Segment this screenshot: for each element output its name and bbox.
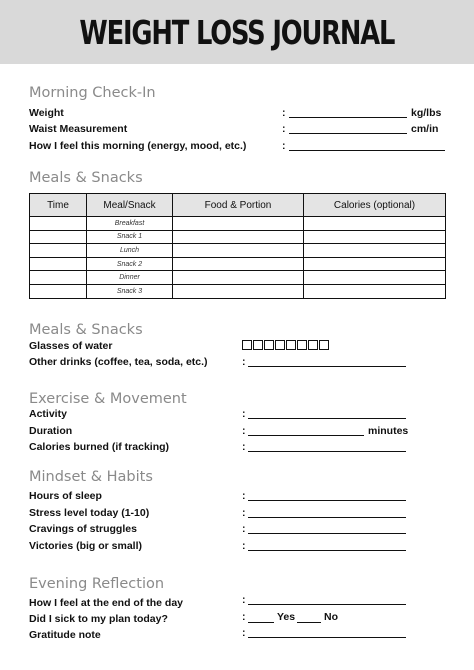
time-cell[interactable] [30, 271, 87, 285]
water-glass-checkbox[interactable] [275, 340, 285, 350]
header-time: Time [30, 194, 87, 217]
header-calories: Calories (optional) [304, 194, 446, 217]
feel-evening-field[interactable] [248, 604, 406, 605]
meal-cell: Breakfast [87, 217, 173, 231]
calories-cell[interactable] [304, 257, 446, 271]
calories-cell[interactable] [304, 271, 446, 285]
table-row [30, 217, 446, 231]
waist-label: Waist Measurement [29, 123, 128, 135]
waist-field[interactable] [289, 133, 407, 134]
weight-unit: kg/lbs [411, 107, 442, 119]
table-row [30, 230, 446, 244]
duration-label: Duration [29, 425, 73, 437]
meals-table [29, 193, 446, 299]
sleep-label: Hours of sleep [29, 490, 102, 502]
meal-cell: Snack 1 [87, 230, 173, 244]
food-cell[interactable] [173, 244, 304, 258]
feel-morning-label: How I feel this morning (energy, mood, etc.) [29, 140, 247, 152]
colon: : [242, 523, 246, 535]
colon: : [282, 123, 286, 135]
food-cell[interactable] [173, 257, 304, 271]
waist-unit: cm/in [411, 123, 439, 135]
colon: : [282, 140, 286, 152]
food-cell[interactable] [173, 230, 304, 244]
calories-burned-label: Calories burned (if tracking) [29, 441, 170, 453]
table-row [30, 271, 446, 285]
weight-label: Weight [29, 107, 64, 119]
colon: : [242, 594, 246, 606]
cravings-label: Cravings of struggles [29, 523, 137, 535]
colon: : [242, 507, 246, 519]
colon: : [242, 441, 246, 453]
calories-cell[interactable] [304, 230, 446, 244]
calories-cell[interactable] [304, 284, 446, 298]
water-glass-checkbox[interactable] [264, 340, 274, 350]
header-meal: Meal/Snack [87, 194, 173, 217]
section-title-evening: Evening Reflection [29, 576, 165, 592]
section-title-mindset: Mindset & Habits [29, 469, 153, 485]
time-cell[interactable] [30, 244, 87, 258]
page-title: WEIGHT LOSS JOURNAL [79, 12, 395, 52]
stress-label: Stress level today (1-10) [29, 507, 150, 519]
weight-field[interactable] [289, 117, 407, 118]
section-title-morning: Morning Check-In [29, 85, 156, 101]
meal-cell: Lunch [87, 244, 173, 258]
section-title-drinks: Meals & Snacks [29, 322, 143, 338]
header-food: Food & Portion [173, 194, 304, 217]
section-title-exercise: Exercise & Movement [29, 391, 187, 407]
water-glass-checkbox[interactable] [253, 340, 263, 350]
victories-label: Victories (big or small) [29, 540, 143, 552]
table-row [30, 284, 446, 298]
meal-cell: Snack 3 [87, 284, 173, 298]
time-cell[interactable] [30, 217, 87, 231]
colon: : [242, 611, 246, 623]
food-cell[interactable] [173, 284, 304, 298]
victories-field[interactable] [248, 550, 406, 551]
time-cell[interactable] [30, 257, 87, 271]
water-glass-checkbox[interactable] [319, 340, 329, 350]
water-glass-checkbox[interactable] [297, 340, 307, 350]
calories-burned-field[interactable] [248, 451, 406, 452]
section-title-meals: Meals & Snacks [29, 170, 143, 186]
other-drinks-label: Other drinks (coffee, tea, soda, etc.) [29, 356, 208, 368]
glasses-label: Glasses of water [29, 340, 113, 352]
activity-label: Activity [29, 408, 67, 420]
glasses-checkboxes [242, 340, 329, 350]
title-banner [0, 0, 474, 64]
table-header-row [30, 194, 446, 217]
colon: : [242, 627, 246, 639]
colon: : [242, 408, 246, 420]
gratitude-field[interactable] [248, 637, 406, 638]
yes-label: Yes [277, 611, 296, 623]
stress-field[interactable] [248, 517, 406, 518]
feel-morning-field[interactable] [289, 150, 445, 151]
stick-plan-label: Did I sick to my plan today? [29, 613, 168, 625]
duration-unit: minutes [368, 425, 409, 437]
colon: : [242, 425, 246, 437]
meal-cell: Dinner [87, 271, 173, 285]
table-row [30, 257, 446, 271]
meal-cell: Snack 2 [87, 257, 173, 271]
sleep-field[interactable] [248, 500, 406, 501]
activity-field[interactable] [248, 418, 406, 419]
food-cell[interactable] [173, 271, 304, 285]
time-cell[interactable] [30, 230, 87, 244]
gratitude-label: Gratitude note [29, 629, 101, 641]
no-label: No [324, 611, 338, 623]
water-glass-checkbox[interactable] [286, 340, 296, 350]
food-cell[interactable] [173, 217, 304, 231]
water-glass-checkbox[interactable] [308, 340, 318, 350]
other-drinks-field[interactable] [248, 366, 406, 367]
colon: : [282, 107, 286, 119]
water-glass-checkbox[interactable] [242, 340, 252, 350]
calories-cell[interactable] [304, 217, 446, 231]
duration-field[interactable] [248, 435, 364, 436]
yes-field[interactable] [248, 622, 274, 623]
colon: : [242, 490, 246, 502]
table-row [30, 244, 446, 258]
no-field[interactable] [297, 622, 321, 623]
feel-evening-label: How I feel at the end of the day [29, 597, 184, 609]
colon: : [242, 540, 246, 552]
cravings-field[interactable] [248, 533, 406, 534]
time-cell[interactable] [30, 284, 87, 298]
calories-cell[interactable] [304, 244, 446, 258]
colon: : [242, 356, 246, 368]
